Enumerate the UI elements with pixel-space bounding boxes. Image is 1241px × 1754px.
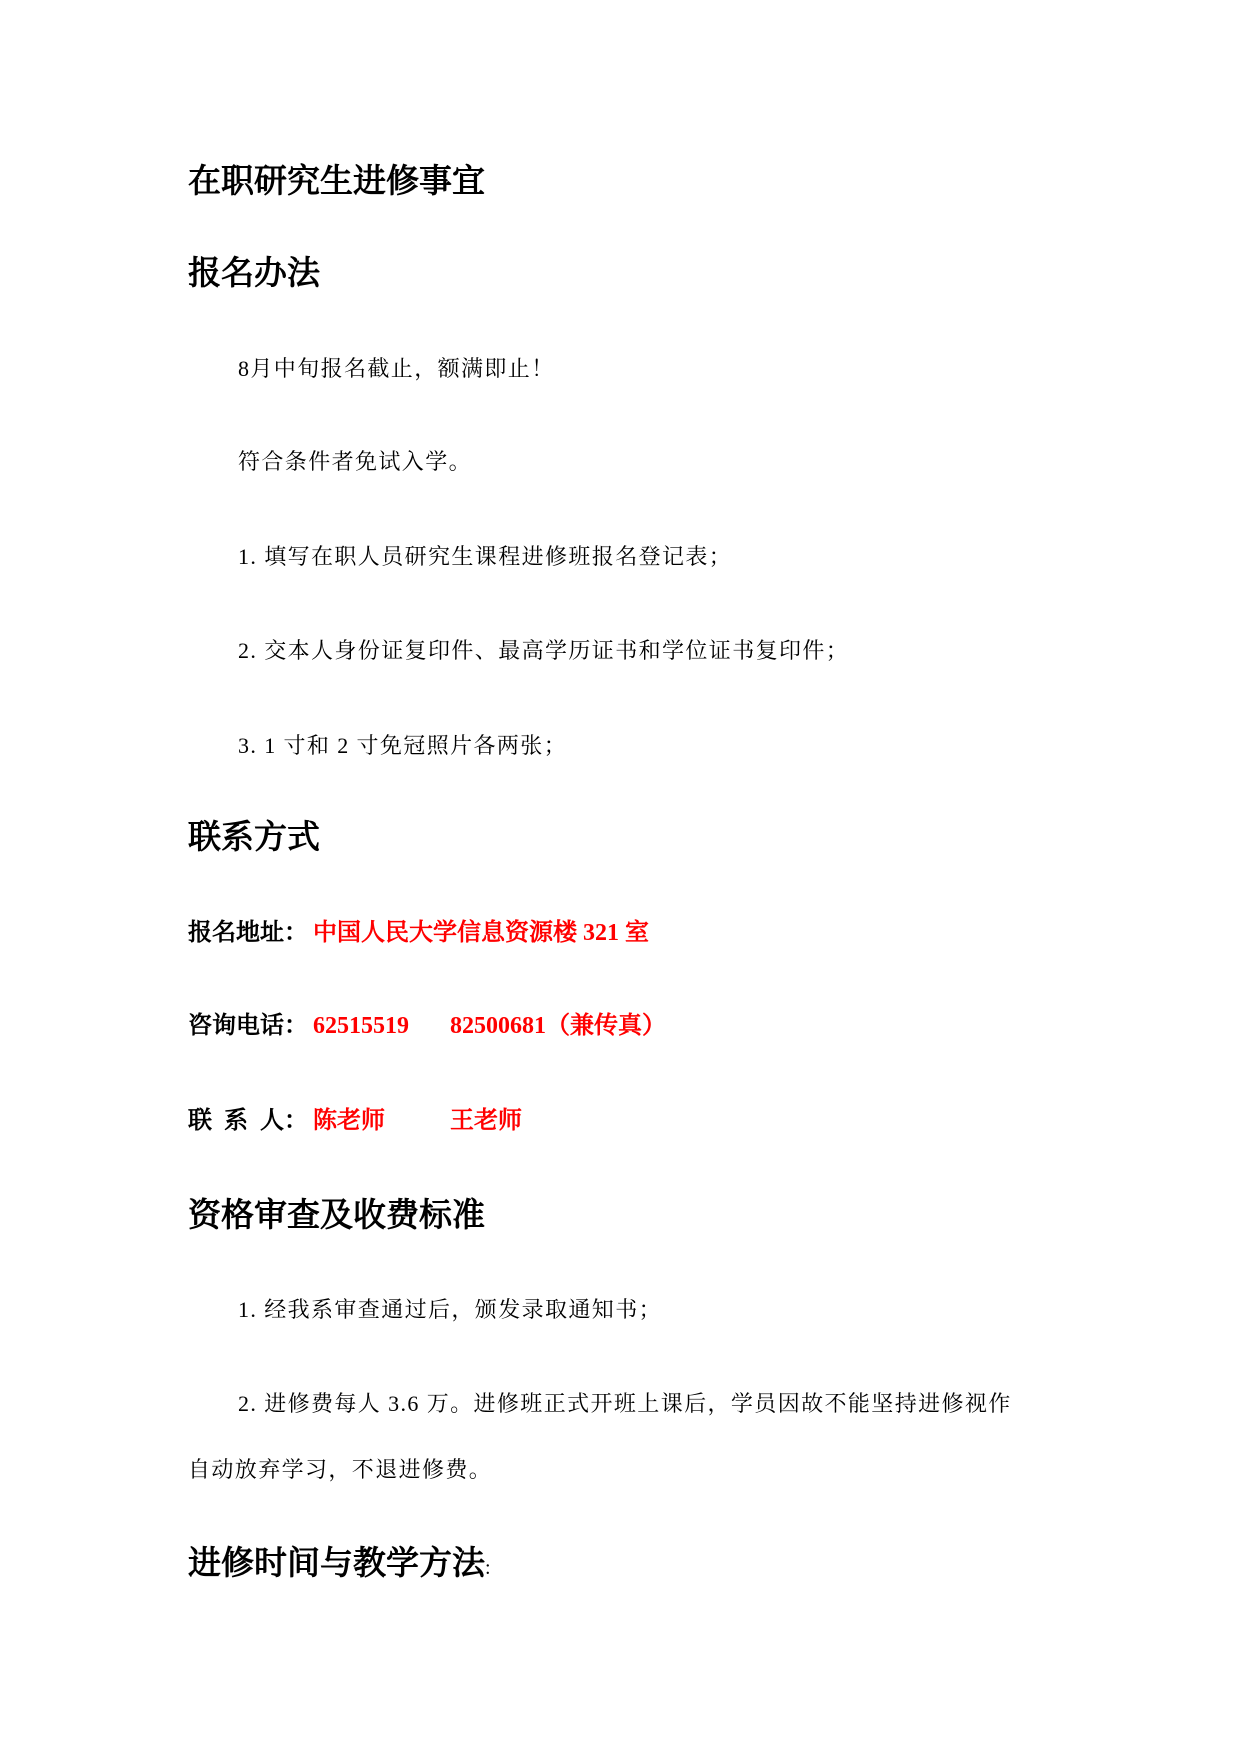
contact-person-label: 联 系 人： xyxy=(188,1108,308,1134)
address-value: 中国人民大学信息资源楼 321 室 xyxy=(313,920,649,946)
address-label: 报名地址： xyxy=(188,920,308,946)
registration-step-2: 2. 交本人身份证复印件、最高学历证书和学位证书复印件； xyxy=(238,638,850,663)
qualification-item-2-continued: 自动放弃学习，不退进修费。 xyxy=(188,1457,493,1482)
phone-number-2: 82500681（兼传真） xyxy=(450,1013,666,1039)
qualification-heading: 资格审查及收费标准 xyxy=(188,1198,485,1234)
contact-person-1: 陈老师 xyxy=(313,1108,385,1134)
registration-deadline: 8月中旬报名截止，额满即止！ xyxy=(238,356,555,381)
contact-heading: 联系方式 xyxy=(188,820,320,856)
contact-person-row xyxy=(0,1106,1241,1136)
contact-phone-row xyxy=(0,1011,1241,1041)
contact-person-2: 王老师 xyxy=(450,1108,522,1134)
phone-label: 咨询电话： xyxy=(188,1013,308,1039)
registration-step-1: 1. 填写在职人员研究生课程进修班报名登记表； xyxy=(238,544,733,569)
phone-number-1: 62515519 xyxy=(313,1013,409,1039)
qualification-item-1: 1. 经我系审查通过后，颁发录取通知书； xyxy=(238,1297,663,1322)
schedule-heading xyxy=(188,1544,491,1588)
schedule-heading-text: 进修时间与教学方法 xyxy=(188,1546,485,1582)
contact-address-row xyxy=(0,918,1241,948)
registration-heading: 报名办法 xyxy=(188,256,320,292)
registration-exemption: 符合条件者免试入学。 xyxy=(238,449,473,474)
qualification-item-2: 2. 进修费每人 3.6 万。进修班正式开班上课后，学员因故不能坚持进修视作 xyxy=(238,1391,1012,1416)
registration-step-3: 3. 1 寸和 2 寸免冠照片各两张； xyxy=(238,733,568,758)
document-title: 在职研究生进修事宜 xyxy=(188,164,485,200)
schedule-heading-colon: : xyxy=(485,1557,491,1579)
